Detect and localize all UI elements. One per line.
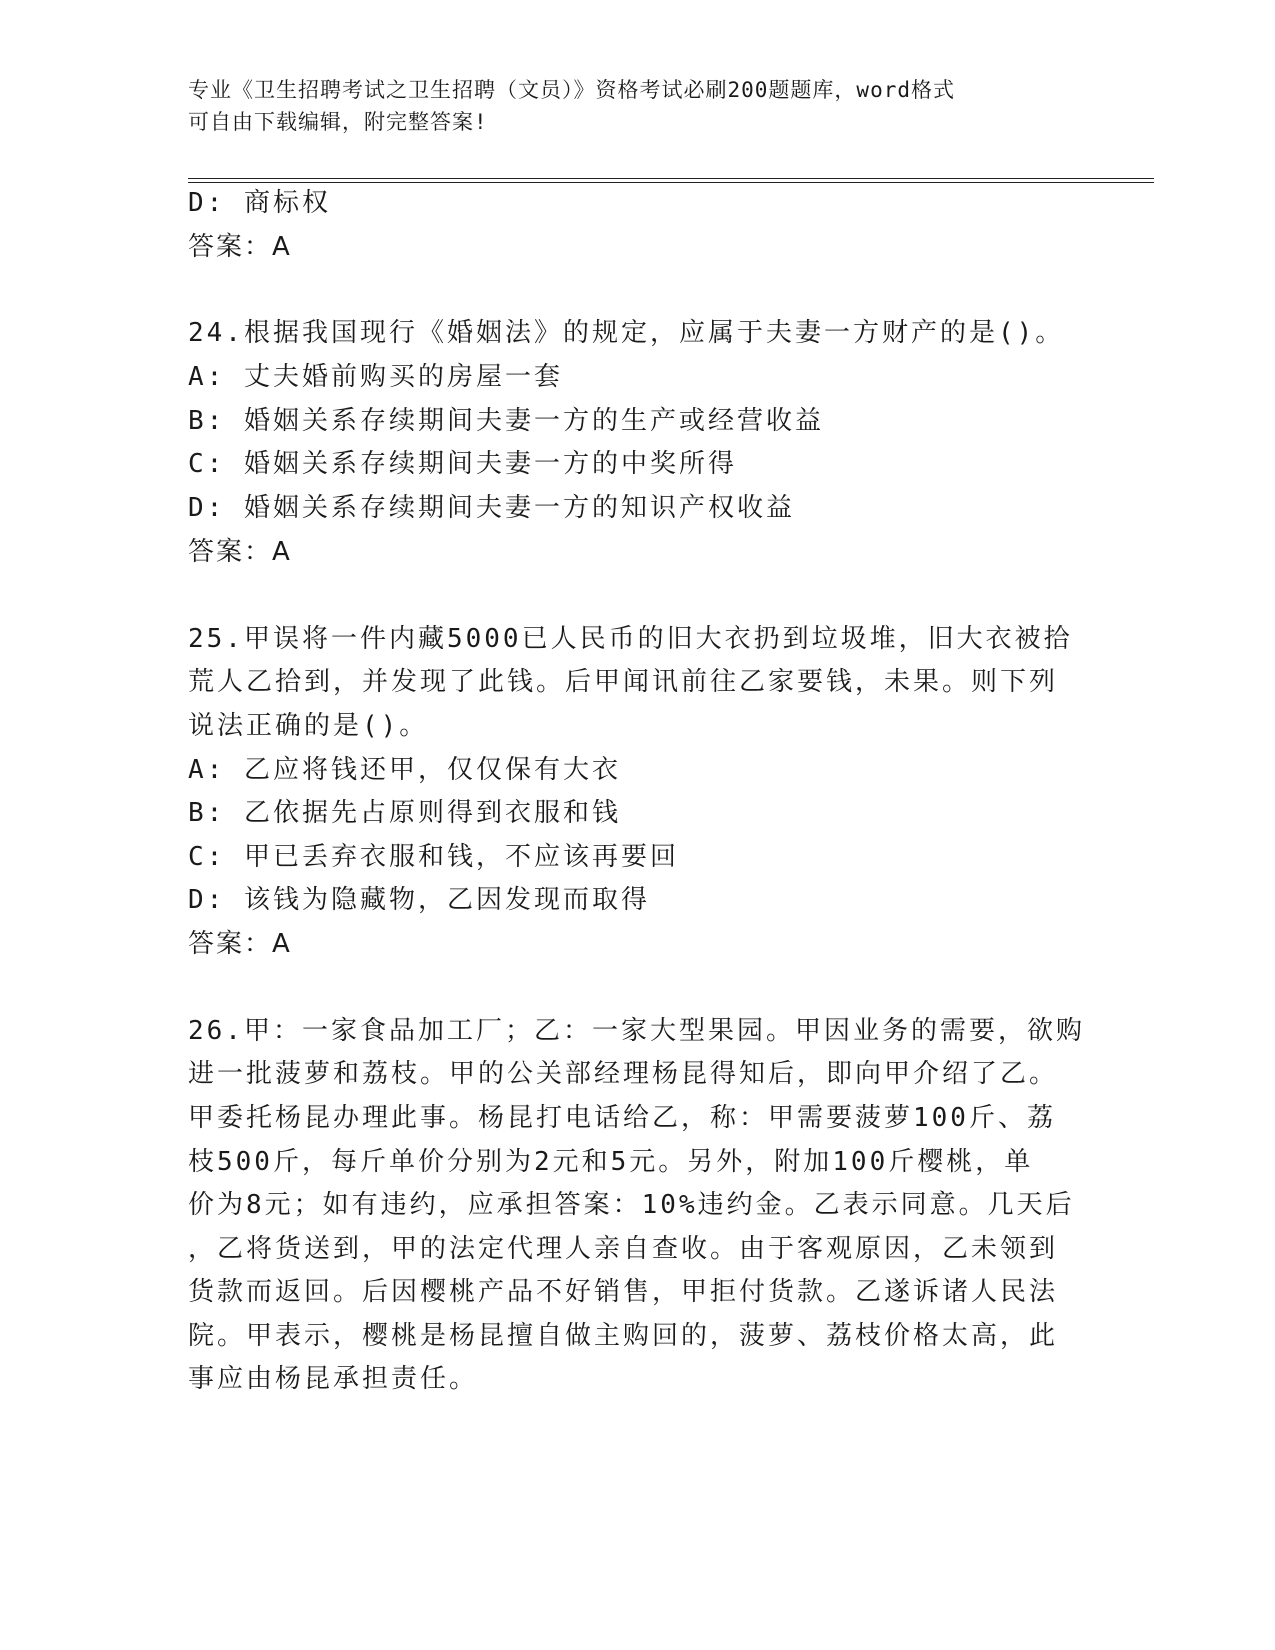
q24-option-c: C: 婚姻关系存续期间夫妻一方的中奖所得	[188, 449, 737, 479]
q26-stem-line-7: 货款而返回。后因樱桃产品不好销售，甲拒付货款。乙遂诉诸人民法	[188, 1277, 1059, 1307]
q26-stem-line-4: 枝500斤，每斤单价分别为2元和5元。另外，附加100斤樱桃，单	[188, 1147, 1034, 1177]
q26-stem-line-8: 院。甲表示，樱桃是杨昆擅自做主购回的，菠萝、荔枝价格太高，此	[188, 1321, 1059, 1351]
q26-stem-line-6: ，乙将货送到，甲的法定代理人亲自查收。由于客观原因，乙未领到	[188, 1234, 1059, 1264]
header-divider-bottom	[188, 182, 1154, 183]
q26-stem-line-2: 进一批菠萝和荔枝。甲的公关部经理杨昆得知后，即向甲介绍了乙。	[188, 1059, 1059, 1089]
header-divider-top	[188, 178, 1154, 179]
prev-option-d: D: 商标权	[188, 188, 331, 218]
q25-option-b: B: 乙依据先占原则得到衣服和钱	[188, 798, 621, 828]
q26-stem-line-3: 甲委托杨昆办理此事。杨昆打电话给乙，称：甲需要菠萝100斤、荔	[188, 1103, 1056, 1133]
header-line-1: 专业《卫生招聘考试之卫生招聘（文员）》资格考试必刷200题题库，word格式	[188, 78, 955, 102]
q25-answer: 答案：A	[188, 929, 292, 959]
q25-stem-line-2: 荒人乙拾到，并发现了此钱。后甲闻讯前往乙家要钱，未果。则下列	[188, 667, 1059, 697]
q25-stem-line-3: 说法正确的是()。	[188, 711, 429, 741]
header-line-2: 可自由下载编辑，附完整答案!	[188, 110, 488, 134]
q24-option-d: D: 婚姻关系存续期间夫妻一方的知识产权收益	[188, 493, 795, 523]
q24-stem: 24.根据我国现行《婚姻法》的规定，应属于夫妻一方财产的是()。	[188, 318, 1065, 348]
q25-stem-line-1: 25.甲误将一件内藏5000已人民币的旧大衣扔到垃圾堆，旧大衣被拾	[188, 624, 1073, 654]
q26-stem-line-1: 26.甲：一家食品加工厂；乙：一家大型果园。甲因业务的需要，欲购	[188, 1016, 1085, 1046]
q24-answer: 答案：A	[188, 537, 292, 567]
q25-option-d: D: 该钱为隐藏物，乙因发现而取得	[188, 885, 650, 915]
prev-answer: 答案：A	[188, 232, 292, 262]
q26-stem-line-5: 价为8元；如有违约，应承担答案：10%违约金。乙表示同意。几天后	[188, 1190, 1075, 1220]
q24-option-b: B: 婚姻关系存续期间夫妻一方的生产或经营收益	[188, 406, 824, 436]
q25-option-a: A: 乙应将钱还甲，仅仅保有大衣	[188, 755, 621, 785]
q24-option-a: A: 丈夫婚前购买的房屋一套	[188, 362, 563, 392]
page-header	[188, 74, 1068, 138]
q26-stem-line-9: 事应由杨昆承担责任。	[188, 1364, 479, 1394]
q25-option-c: C: 甲已丢弃衣服和钱，不应该再要回	[188, 842, 679, 872]
